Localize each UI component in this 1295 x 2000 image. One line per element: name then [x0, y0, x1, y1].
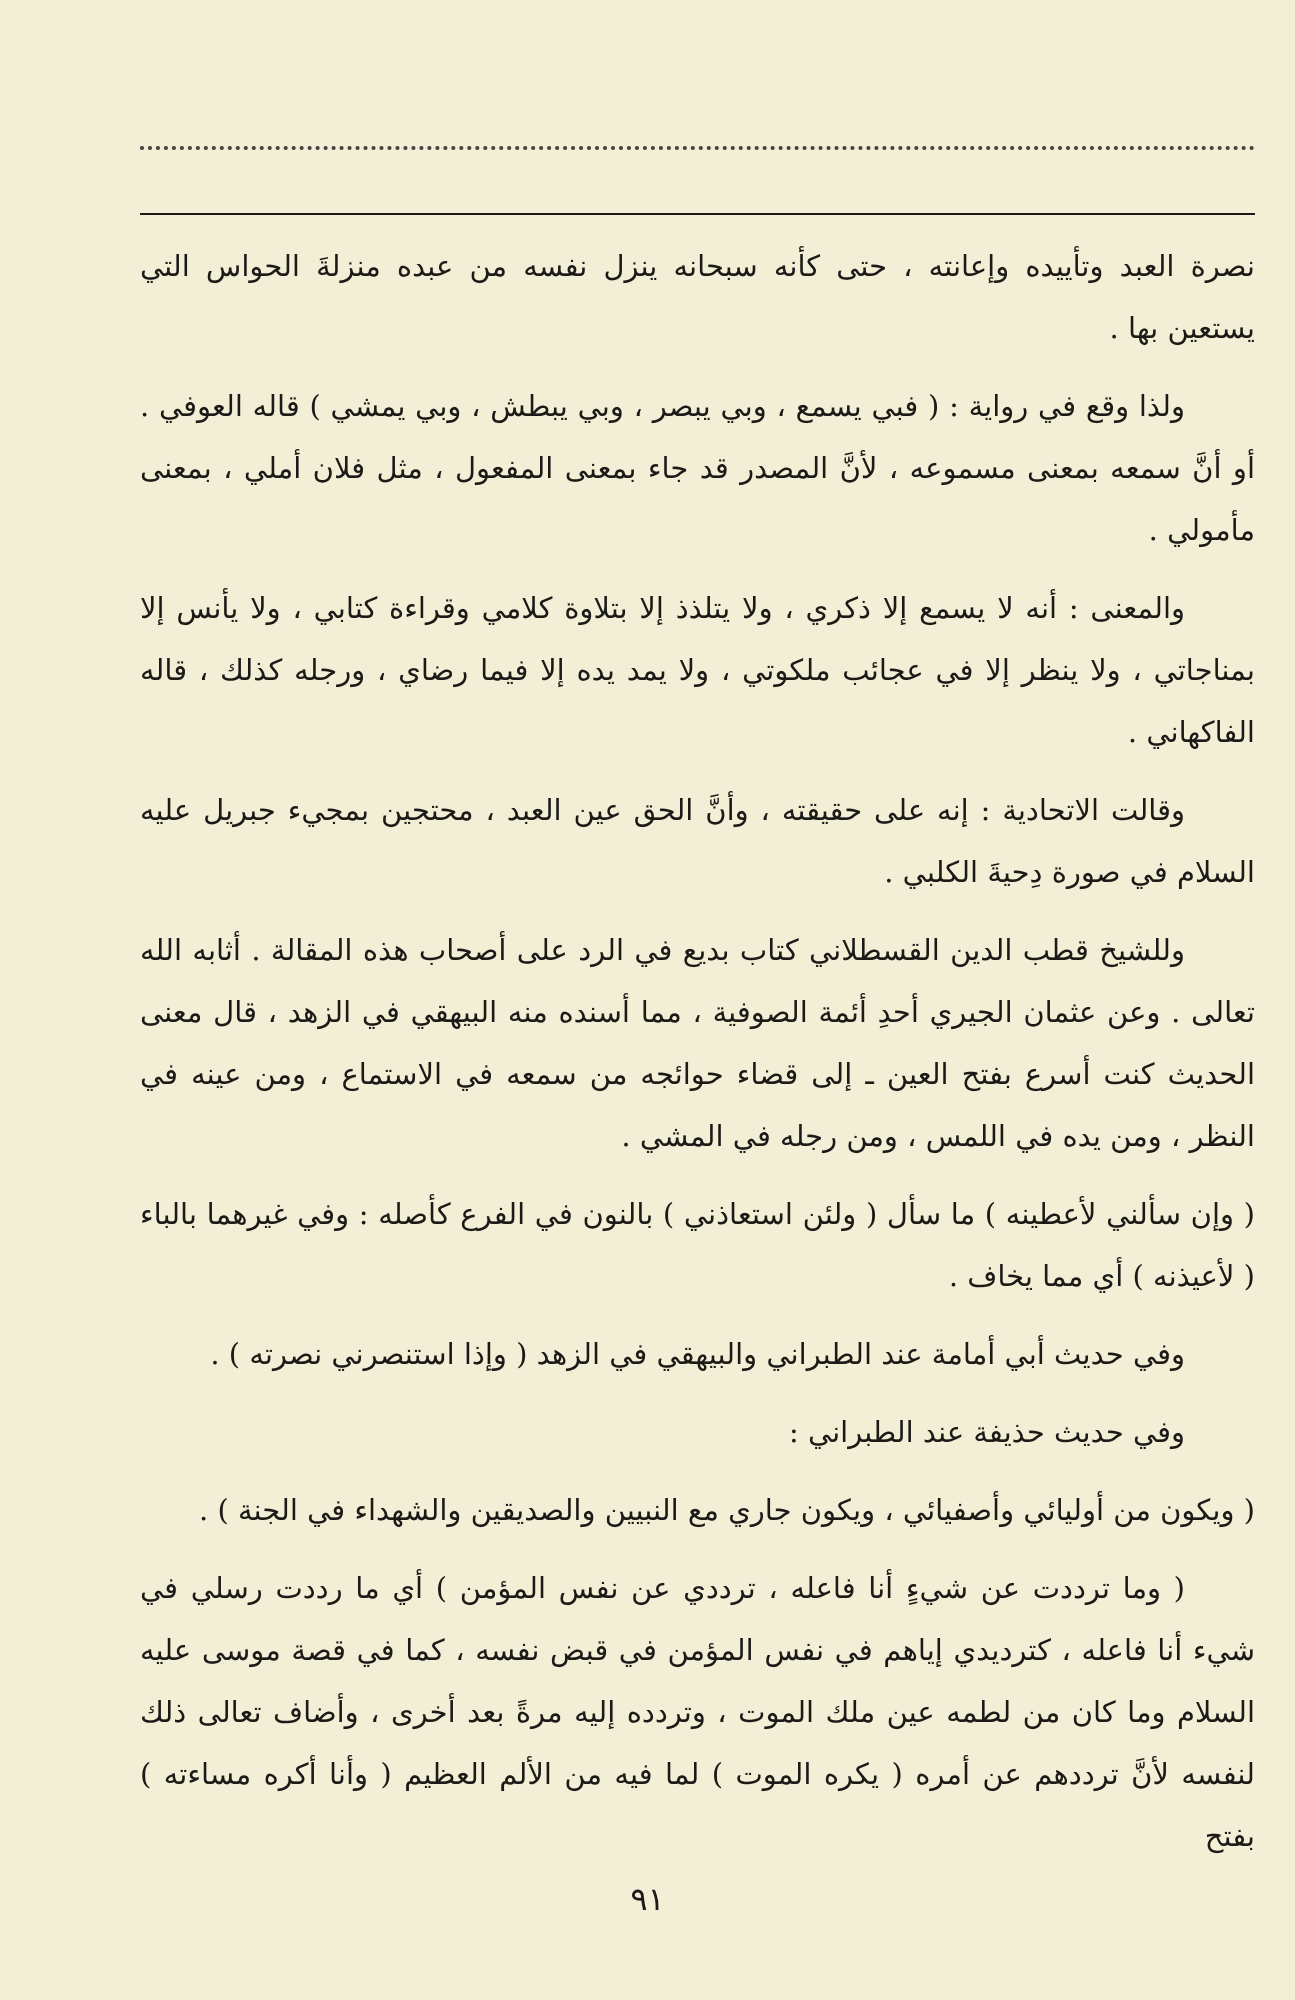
paragraph-5: وللشيخ قطب الدين القسطلاني كتاب بديع في الرد على أصحاب هذه المقالة . أثابه الله تعالى . وعن عثمان الجيري أحدِ أئمة الصوفية ، مما أسنده منه البيهقي في الزهد ، قال معنى الحديث كنت أسرع بفتح العين ـ إلى قضاء حوائجه من سمعه في الاستماع ، ومن عينه في النظر ، ومن يده في اللمس ، ومن رجله في المشي . [140, 933, 1255, 1153]
paragraph-4: وقالت الاتحادية : إنه على حقيقته ، وأنَّ الحق عين العبد ، محتجين بمجيء جبريل عليه السلام في صورة دِحيةَ الكلبي . [140, 793, 1255, 889]
paragraph-2: ولذا وقع في رواية : ( فبي يسمع ، وبي يبصر ، وبي يبطش ، وبي يمشي ) قاله العوفي . أو أنَّ سمعه بمعنى مسموعه ، لأنَّ المصدر قد جاء بمعنى المفعول ، مثل فلان أملي ، بمعنى مأمولي . [140, 389, 1255, 547]
header-rule [140, 213, 1255, 215]
paragraph-9: ( ويكون من أوليائي وأصفيائي ، ويكون جاري مع النبيين والصديقين والشهداء في الجنة ) . [199, 1493, 1255, 1527]
body-text [140, 235, 1255, 1883]
paragraph-8: وفي حديث حذيفة عند الطبراني : [788, 1415, 1185, 1449]
dotted-header-line [140, 146, 1255, 150]
paragraph-1: نصرة العبد وتأييده وإعانته ، حتى كأنه سبحانه ينزل نفسه من عبده منزلةَ الحواس التي يستعين بها . [140, 249, 1255, 345]
page-number: ٩١ [630, 1880, 665, 1918]
paragraph-7: وفي حديث أبي أمامة عند الطبراني والبيهقي في الزهد ( وإذا استنصرني نصرته ) . [210, 1337, 1185, 1371]
paragraph-6: ( وإن سألني لأعطينه ) ما سأل ( ولئن استعاذني ) بالنون في الفرع كأصله : وفي غيرهما بالباء ( لأعيذنه ) أي مما يخاف . [140, 1197, 1255, 1293]
paragraph-10: ( وما ترددت عن شيءٍ أنا فاعله ، ترددي عن نفس المؤمن ) أي ما رددت رسلي في شيء أنا فاعله ، كترديدي إياهم في نفس المؤمن في قبض نفسه ، كما في قصة موسى عليه السلام وما كان من لطمه عين ملك الموت ، وتردده إليه مرةً بعد أخرى ، وأضاف تعالى ذلك لنفسه لأنَّ ترددهم عن أمره ( يكره الموت ) لما فيه من الألم العظيم ( وأنا أكره مساءته ) بفتح [140, 1571, 1255, 1853]
paragraph-3: والمعنى : أنه لا يسمع إلا ذكري ، ولا يتلذذ إلا بتلاوة كلامي وقراءة كتابي ، ولا يأنس إلا بمناجاتي ، ولا ينظر إلا في عجائب ملكوتي ، ولا يمد يده إلا فيما رضاي ، ورجله كذلك ، قاله الفاكهاني . [140, 591, 1255, 749]
